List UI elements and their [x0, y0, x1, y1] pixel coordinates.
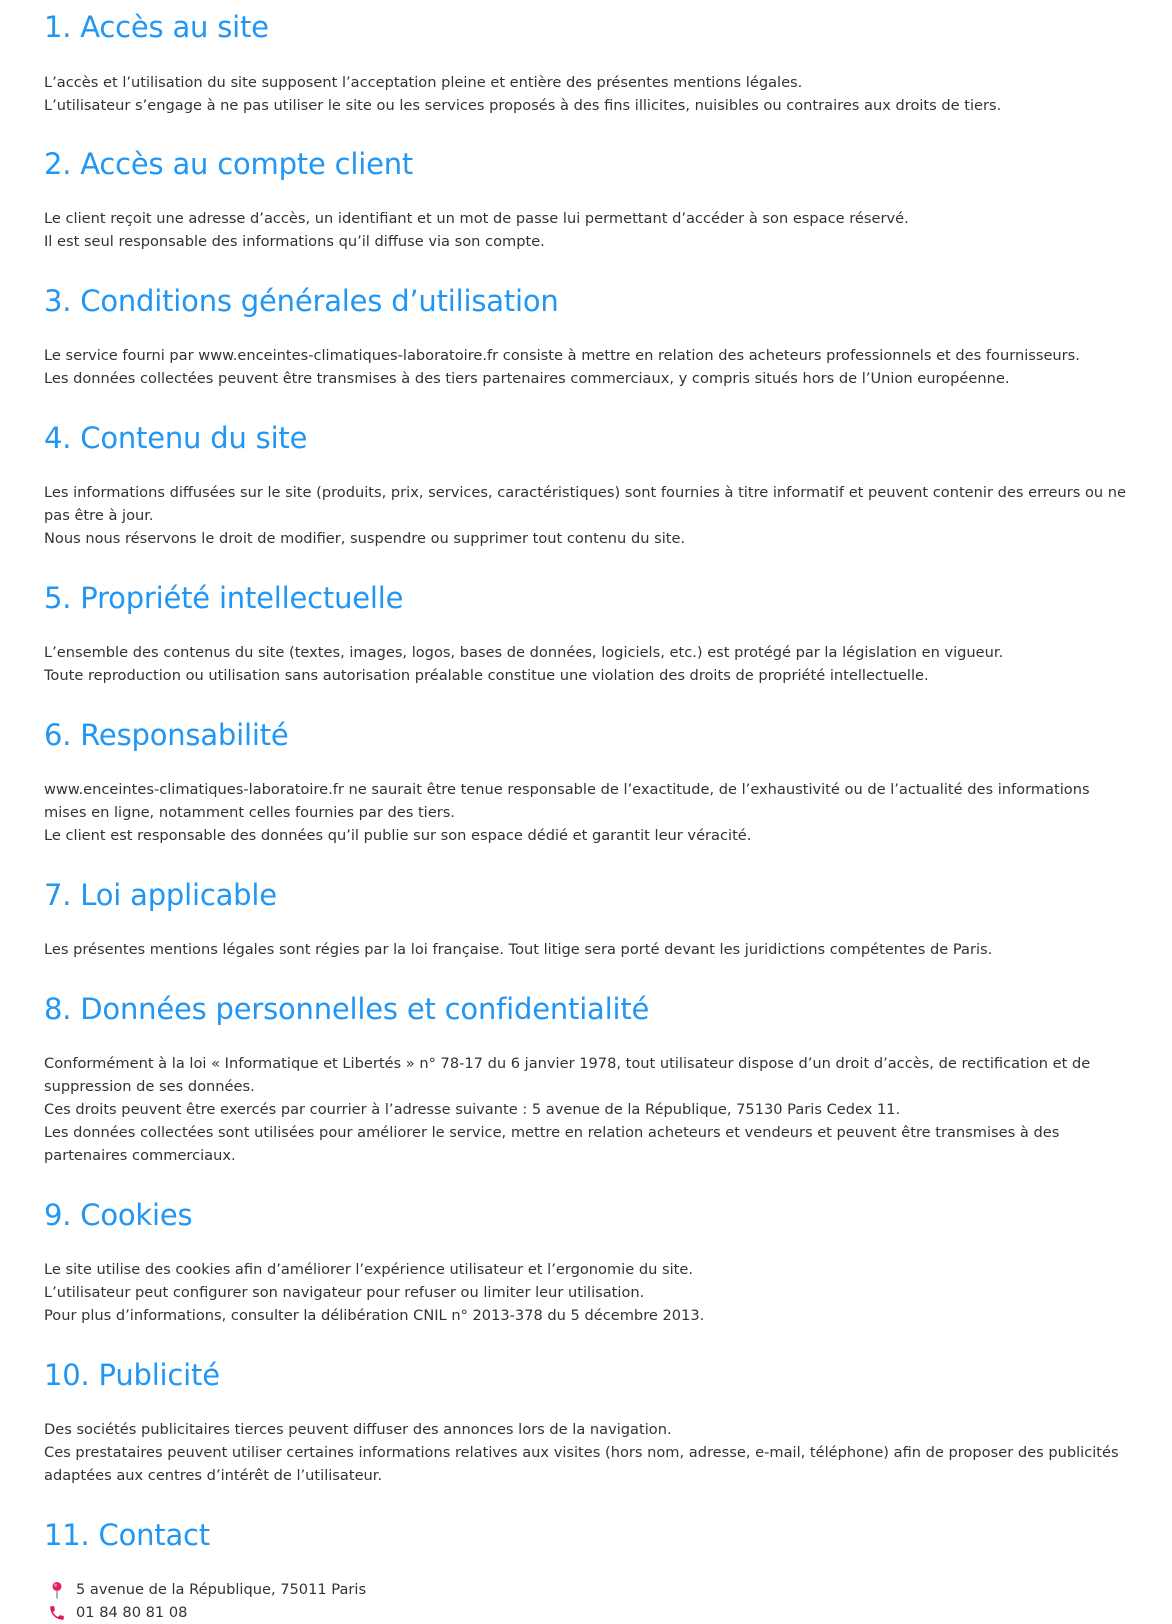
section-body [44, 344, 1128, 390]
paragraph: L’utilisateur peut configurer son navigateur pour refuser ou limiter leur utilisation. [44, 1284, 645, 1301]
paragraph: Des sociétés publicitaires tierces peuvent diffuser des annonces lors de la navigation. [44, 1421, 672, 1438]
paragraph: Le service fourni par www.enceintes-climatiques-laboratoire.fr consiste à mettre en relation des acheteurs professionnels et des fournisseurs. [44, 347, 1080, 364]
section-loi [44, 878, 1128, 961]
paragraph: Nous nous réservons le droit de modifier, suspendre ou supprimer tout contenu du site. [44, 530, 686, 547]
contact-phone-text[interactable]: 01 84 80 81 08 [76, 1604, 188, 1621]
section-title: 9. Cookies [44, 1198, 193, 1232]
section-publicite [44, 1358, 1128, 1487]
section-propriete [44, 581, 1128, 687]
contact-address [44, 1578, 1128, 1601]
paragraph: Les informations diffusées sur le site (produits, prix, services, caractéristiques) sont fournies à titre informatif et peuvent contenir des erreurs ou ne pas être à jour. [44, 484, 1127, 524]
contact-phone[interactable] [44, 1601, 1128, 1624]
paragraph: L’utilisateur s’engage à ne pas utiliser le site ou les services proposés à des fins illicites, nuisibles ou contraires aux droits de tiers. [44, 97, 1002, 114]
section-title: 10. Publicité [44, 1358, 220, 1392]
section-title: 6. Responsabilité [44, 718, 289, 752]
paragraph: L’accès et l’utilisation du site supposent l’acceptation pleine et entière des présentes mentions légales. [44, 74, 803, 91]
paragraph: Toute reproduction ou utilisation sans autorisation préalable constitue une violation des droits de propriété intellectuelle. [44, 667, 929, 684]
section-title: 3. Conditions générales d’utilisation [44, 284, 559, 318]
section-body [44, 1418, 1128, 1487]
section-body [44, 641, 1128, 687]
phone-icon [48, 1604, 66, 1622]
paragraph: Il est seul responsable des informations qu’il diffuse via son compte. [44, 233, 545, 250]
section-acces-site [44, 0, 1128, 117]
section-body [44, 71, 1128, 117]
section-body [44, 1258, 1128, 1327]
section-responsabilite [44, 718, 1128, 847]
paragraph: Ces prestataires peuvent utiliser certaines informations relatives aux visites (hors nom, adresse, e-mail, téléphone) afin de proposer des publicités adaptées aux centres d’intérêt de l’utilisateur. [44, 1444, 1119, 1484]
map-pin-icon [48, 1581, 66, 1599]
paragraph: Les présentes mentions légales sont régies par la loi française. Tout litige sera porté devant les juridictions compétentes de Paris. [44, 941, 993, 958]
paragraph: Les données collectées peuvent être transmises à des tiers partenaires commerciaux, y compris situés hors de l’Union européenne. [44, 370, 1010, 387]
section-body [44, 207, 1128, 253]
paragraph: Conformément à la loi « Informatique et Libertés » n° 78-17 du 6 janvier 1978, tout utilisateur dispose d’un droit d’accès, de rectification et de suppression de ses données. [44, 1055, 1091, 1095]
section-compte-client [44, 147, 1128, 253]
paragraph: Le client est responsable des données qu’il publie sur son espace dédié et garantit leur véracité. [44, 827, 752, 844]
section-cgu [44, 284, 1128, 390]
paragraph: L’ensemble des contenus du site (textes, images, logos, bases de données, logiciels, etc.) est protégé par la législation en vigueur. [44, 644, 1004, 661]
paragraph: Le client reçoit une adresse d’accès, un identifiant et un mot de passe lui permettant d’accéder à son espace réservé. [44, 210, 909, 227]
section-body [44, 778, 1128, 847]
section-title: 8. Données personnelles et confidentialité [44, 992, 650, 1026]
section-title: 4. Contenu du site [44, 421, 308, 455]
section-body [44, 938, 1128, 961]
section-title: 2. Accès au compte client [44, 147, 414, 181]
section-cookies [44, 1198, 1128, 1327]
section-title: 11. Contact [44, 1518, 210, 1552]
section-contenu [44, 421, 1128, 550]
section-body [44, 1052, 1128, 1167]
paragraph: Les données collectées sont utilisées pour améliorer le service, mettre en relation acheteurs et vendeurs et peuvent être transmises à des partenaires commerciaux. [44, 1124, 1060, 1164]
section-title: 5. Propriété intellectuelle [44, 581, 404, 615]
section-body [44, 1578, 1128, 1624]
section-contact [44, 1518, 1128, 1624]
section-body [44, 481, 1128, 550]
section-title: 7. Loi applicable [44, 878, 277, 912]
paragraph: Le site utilise des cookies afin d’améliorer l’expérience utilisateur et l’ergonomie du site. [44, 1261, 693, 1278]
paragraph: Ces droits peuvent être exercés par courrier à l’adresse suivante : 5 avenue de la République, 75130 Paris Cedex 11. [44, 1101, 901, 1118]
paragraph: www.enceintes-climatiques-laboratoire.fr ne saurait être tenue responsable de l’exactitude, de l’exhaustivité ou de l’actualité des informations mises en ligne, notamment celles fournies par des tiers. [44, 781, 1090, 821]
contact-address-text: 5 avenue de la République, 75011 Paris [76, 1581, 367, 1598]
section-donnees [44, 992, 1128, 1167]
paragraph: Pour plus d’informations, consulter la délibération CNIL n° 2013-378 du 5 décembre 2013. [44, 1307, 705, 1324]
section-title: 1. Accès au site [44, 10, 269, 44]
